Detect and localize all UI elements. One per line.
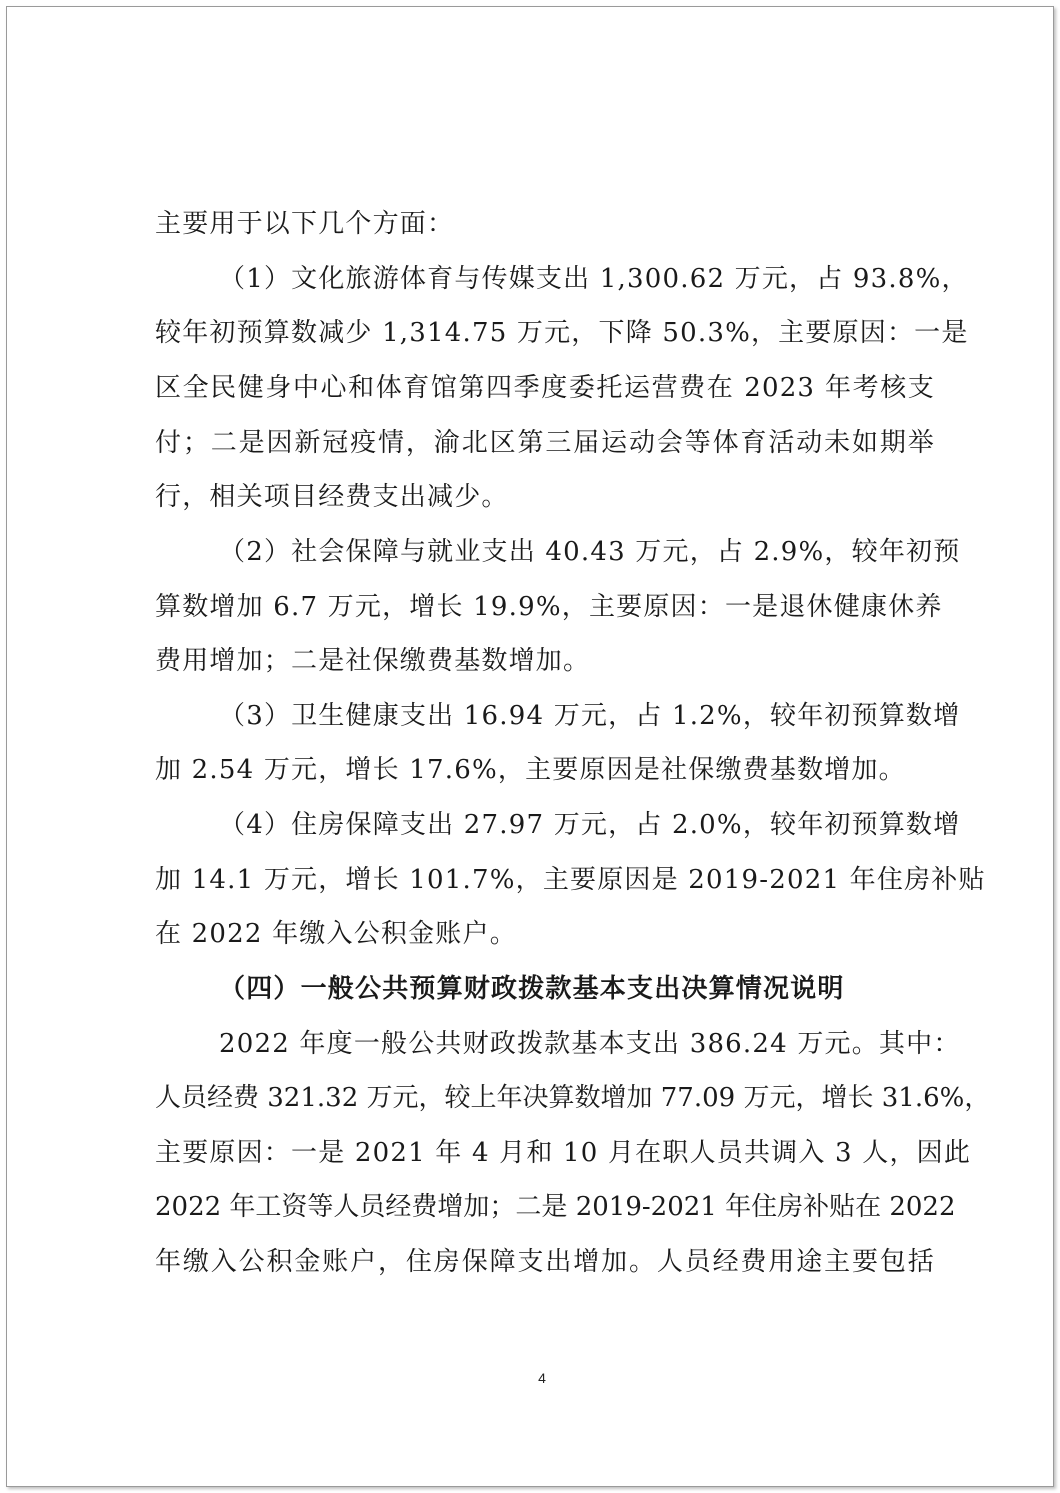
- text-line: （2）社会保障与就业支出 40.43 万元，占 2.9%，较年初预: [219, 537, 961, 567]
- text-line: 主要用于以下几个方面：: [155, 209, 455, 239]
- text-line: （3）卫生健康支出 16.94 万元，占 1.2%，较年初预算数增: [219, 701, 961, 731]
- text-line: 费用增加；二是社保缴费基数增加。: [155, 646, 591, 676]
- text-line: 行，相关项目经费支出减少。: [155, 482, 509, 512]
- text-line: 人员经费 321.32 万元，较上年决算数增加 77.09 万元，增长 31.6%，: [155, 1083, 991, 1113]
- text-line: 加 2.54 万元，增长 17.6%，主要原因是社保缴费基数增加。: [155, 755, 906, 785]
- section-heading: （四）一般公共预算财政拨款基本支出决算情况说明: [219, 974, 845, 1004]
- text-line: （1）文化旅游体育与传媒支出 1,300.62 万元，占 93.8%，: [219, 264, 969, 294]
- text-line: 算数增加 6.7 万元，增长 19.9%，主要原因：一是退休健康休养: [155, 592, 943, 622]
- document-page: [6, 6, 1054, 1487]
- text-line: 2022 年度一般公共财政拨款基本支出 386.24 万元。其中：: [219, 1029, 961, 1059]
- text-line: 付；二是因新冠疫情，渝北区第三届运动会等体育活动未如期举: [155, 428, 935, 458]
- text-line: 在 2022 年缴入公积金账户。: [155, 919, 517, 949]
- text-line: 年缴入公积金账户，住房保障支出增加。人员经费用途主要包括: [155, 1247, 935, 1277]
- text-line: 区全民健身中心和体育馆第四季度委托运营费在 2023 年考核支: [155, 373, 935, 403]
- text-line: 主要原因：一是 2021 年 4 月和 10 月在职人员共调入 3 人，因此: [155, 1138, 972, 1168]
- text-line: （4）住房保障支出 27.97 万元，占 2.0%，较年初预算数增: [219, 810, 961, 840]
- text-line: 较年初预算数减少 1,314.75 万元，下降 50.3%，主要原因：一是: [155, 318, 969, 348]
- page-number: 4: [538, 1370, 546, 1386]
- text-line: 2022 年工资等人员经费增加；二是 2019-2021 年住房补贴在 2022: [155, 1192, 956, 1222]
- text-line: 加 14.1 万元，增长 101.7%，主要原因是 2019-2021 年住房补贴: [155, 865, 986, 895]
